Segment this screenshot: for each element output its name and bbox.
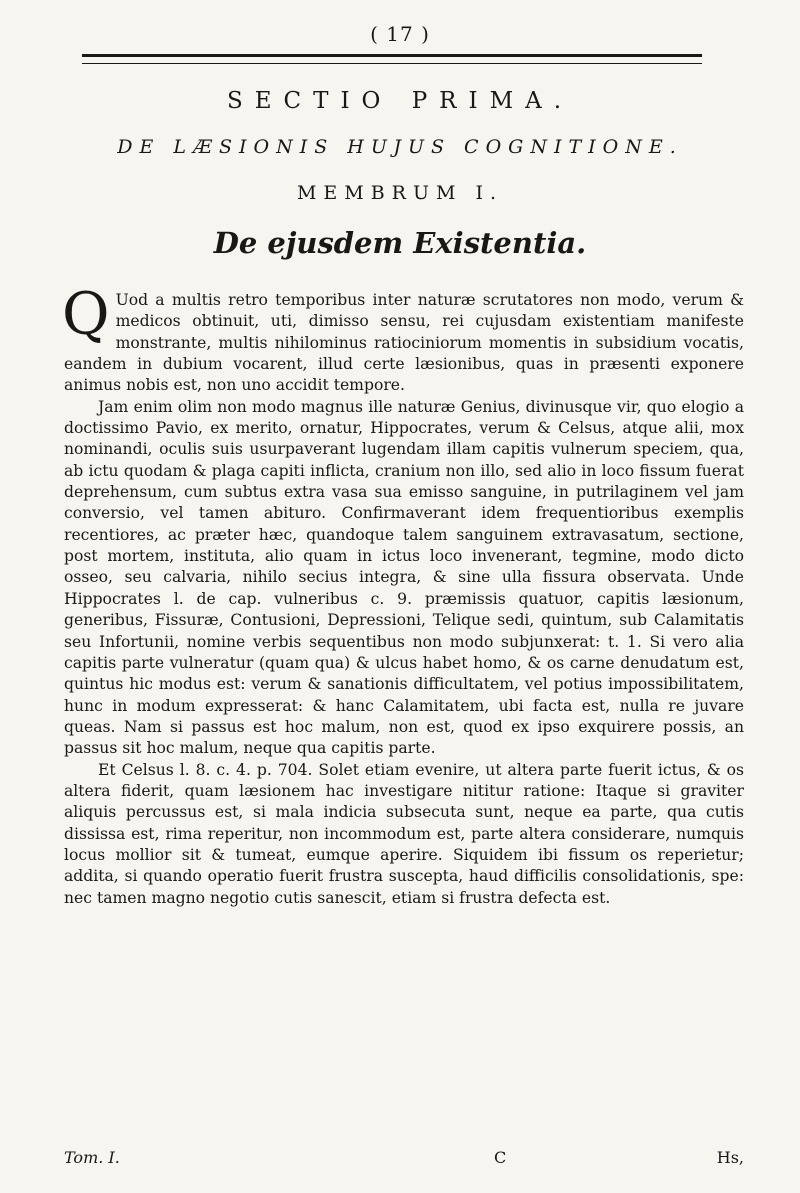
signature-mark: C xyxy=(494,1148,507,1167)
drop-cap: Q xyxy=(62,280,110,348)
chapter-subtitle: De ejusdem Existentia. xyxy=(213,226,587,260)
membrum-heading: MEMBRUM I. xyxy=(296,182,504,204)
paragraph-2: Jam enim olim non modo magnus ille naturæ Genius, divinusque vir, quo elogio a doctissimo Pavio, ex merito, ornatur, Hippocrates, verum & Celsus, atque alii, mox nominandi, oculis suis usurpaverant lugendam illam capitis vulnerum speciem, qua, ab ictu quodam & plaga capiti inflicta, cranium non illo, sed alio in loco fissum fuerat deprehensum, cum subtus extra vasa sua emisso sanguine, in putrilaginem vel jam conversio, vel tamen abituro. Confirmaverant idem frequentioribus exemplis recentiores, ac præter hæc, quandoque talem sanguinem extravasatum, sectione, post mortem, instituta, alio quam in ictus loco invenerant, tegmine, modo dicto osseo, seu calvaria, nihilo secius integra, & sine ulla fissura observata. Unde Hippocrates l. de cap. vulneribus c. 9. præmissis quatuor, capitis læsionum, generibus, Fissuræ, Contusioni, Depressioni, Telique sedi, quintum, sub Calamitatis seu Infortunii, nomine verbis sequentibus non modo subjunxerat: t. 1. Si vero alia capitis parte vulneratur (quam qua) & ulcus habet homo, & os carne denudatum est, quintus hic modus est: verum & sanationis difficultatem, vel potius impossibilitatem, hunc in modum expresserat: & hanc Calamitatem, ubi facta est, nulla re juvare queas. Nam si passus est hoc malum, non est, quod ex ipso exquirere possis, an passus sit hoc malum, neque qua capitis parte. xyxy=(64,397,744,758)
part-title: DE LÆSIONIS HUJUS COGNITIONE. xyxy=(117,136,683,158)
catchword: Hs, xyxy=(716,1148,744,1167)
paragraph-3: Et Celsus l. 8. c. 4. p. 704. Solet etiam evenire, ut altera parte fuerit ictus, & os altera fiderit, quam læsionem hac investigare nititur ratione: Itaque si graviter aliquis percussus est, si mala indicia subsecuta sunt, neque ea parte, qua cutis dississa est, rima reperitur, non incommodum est, parte altera considerare, numquis locus mollior sit & tumeat, eumque aperire. Siquidem ibi fissum os reperietur; addita, si quando operatio fuerit frustra suscepta, haud difficilis consolidationis, spe: nec tamen magno negotio cutis sanescit, etiam si frustra defecta est. xyxy=(64,760,744,907)
paragraph-1 xyxy=(62,280,744,397)
section-title: SECTIO PRIMA. xyxy=(226,88,574,114)
page-number: ( 17 ) xyxy=(370,22,430,46)
header-rule xyxy=(82,54,702,64)
body-text xyxy=(62,280,744,909)
volume-signature: Tom. I. xyxy=(64,1148,120,1167)
paragraph-1-text: Uod a multis retro temporibus inter naturæ scrutatores non modo, verum & medicos obtinuit, uti, dimisso sensu, rei cujusdam existentiam manifeste monstrante, multis nihilominus ratiociniorum momentis in subsidium vocatis, eandem in dubium vocarent, illud certe læsionibus, quas in præsenti exponere animus nobis est, non uno accidit tempore. xyxy=(64,291,744,395)
